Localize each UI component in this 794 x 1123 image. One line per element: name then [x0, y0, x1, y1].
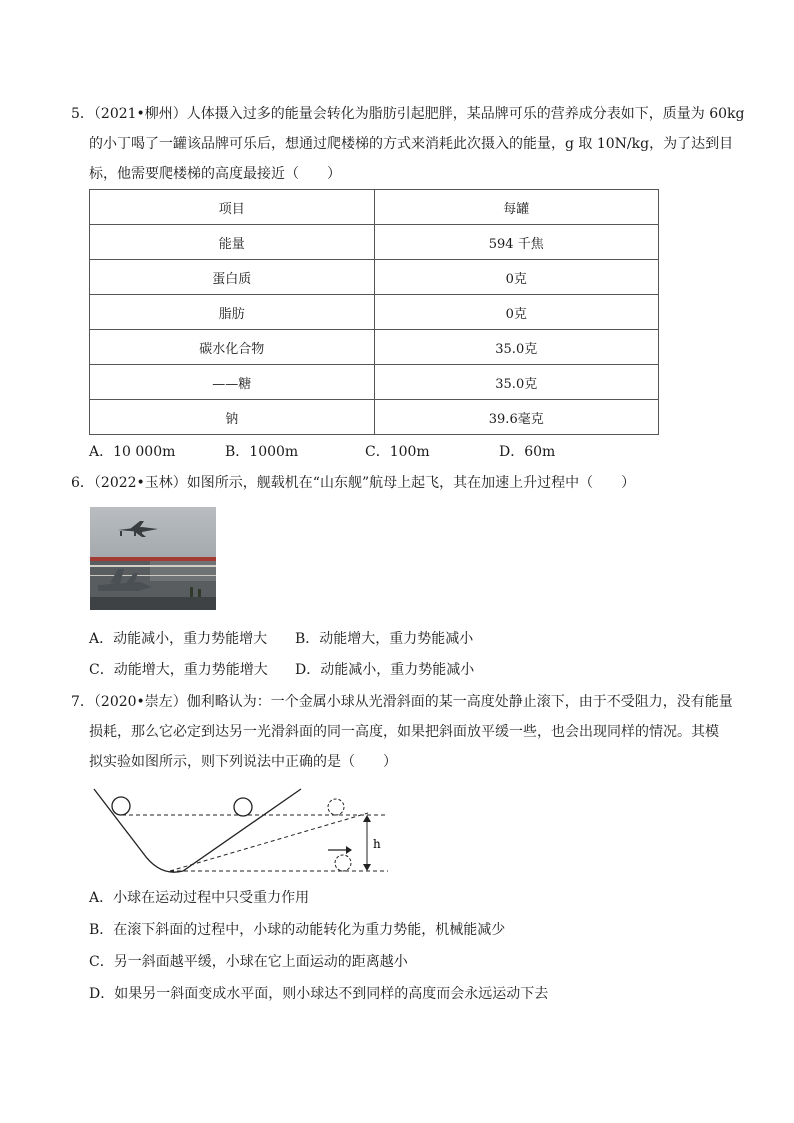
table-cell: ——糖 [90, 365, 375, 400]
table-header-row [90, 190, 659, 225]
carrier-jet-photo-illustration [90, 507, 216, 610]
table-cell: 39.6毫克 [374, 400, 659, 435]
q5-stem-line-1: 5．（2021•柳州）人体摄入过多的能量会转化为脂肪引起肥胖，某品牌可乐的营养成分表如下，质量为 60kg [71, 106, 745, 122]
table-cell: 能量 [90, 225, 375, 260]
table-row [90, 295, 659, 330]
table-row [90, 260, 659, 295]
table-cell: 0克 [374, 260, 659, 295]
q6-option-a[interactable]: A．动能减小，重力势能增大 [89, 631, 268, 647]
header-item: 项目 [90, 190, 375, 225]
q6-stem-line-1: 6．（2022•玉林）如图所示，舰载机在“山东舰”航母上起飞，其在加速上升过程中（ ） [71, 475, 636, 491]
table-cell: 0克 [374, 295, 659, 330]
nutrition-table [89, 189, 659, 435]
q5-option-c[interactable]: C．100m [365, 444, 430, 460]
table-cell: 594 千焦 [374, 225, 659, 260]
q6-option-c[interactable]: C．动能增大，重力势能增大 [89, 662, 268, 678]
table-row [90, 365, 659, 400]
height-label: h [373, 837, 381, 851]
q5-option-b[interactable]: B．1000m [225, 444, 299, 460]
q7-stem-line-1: 7．（2020•崇左）伽利略认为：一个金属小球从光滑斜面的某一高度处静止滚下，由于不受阻力，没有能量 [71, 694, 733, 710]
incline-diagram [88, 783, 398, 879]
table-row [90, 225, 659, 260]
q5-option-d[interactable]: D．60m [499, 444, 556, 460]
q7-option-c[interactable]: C．另一斜面越平缓，小球在它上面运动的距离越小 [89, 954, 408, 970]
q6-option-b[interactable]: B．动能增大，重力势能减小 [295, 631, 474, 647]
table-row [90, 330, 659, 365]
q5-stem-line-2: 的小丁喝了一罐该品牌可乐后，想通过爬楼梯的方式来消耗此次摄入的能量，g 取 10N/kg，为了达到目 [89, 136, 734, 152]
q7-stem-line-3: 拟实验如图所示，则下列说法中正确的是（ ） [89, 754, 397, 770]
q7-option-b[interactable]: B．在滚下斜面的过程中，小球的动能转化为重力势能，机械能减少 [89, 922, 506, 938]
ball-on-slope [234, 798, 252, 816]
ball-ghost-bottom [335, 855, 351, 871]
q7-stem-line-2: 损耗，那么它必定到达另一光滑斜面的同一高度，如果把斜面放平缓一些，也会出现同样的情况。其模 [89, 724, 719, 740]
ball-ghost-top [328, 799, 344, 815]
q5-stem-line-3: 标，他需要爬楼梯的高度最接近（ ） [89, 166, 341, 182]
q7-option-a[interactable]: A．小球在运动过程中只受重力作用 [89, 890, 310, 906]
table-cell: 钠 [90, 400, 375, 435]
table-cell: 蛋白质 [90, 260, 375, 295]
incline-diagram-svg [88, 783, 398, 879]
q5-option-a[interactable]: A．10 000m [89, 444, 176, 460]
header-per-can: 每罐 [374, 190, 659, 225]
table-row [90, 400, 659, 435]
table-cell: 35.0克 [374, 330, 659, 365]
carrier-jet-photo [90, 507, 216, 610]
q6-option-d[interactable]: D．动能减小，重力势能减小 [295, 662, 475, 678]
table-cell: 脂肪 [90, 295, 375, 330]
q7-option-d[interactable]: D．如果另一斜面变成水平面，则小球达不到同样的高度而会永远运动下去 [89, 986, 549, 1002]
table-cell: 35.0克 [374, 365, 659, 400]
ball-start [112, 797, 130, 815]
table-cell: 碳水化合物 [90, 330, 375, 365]
